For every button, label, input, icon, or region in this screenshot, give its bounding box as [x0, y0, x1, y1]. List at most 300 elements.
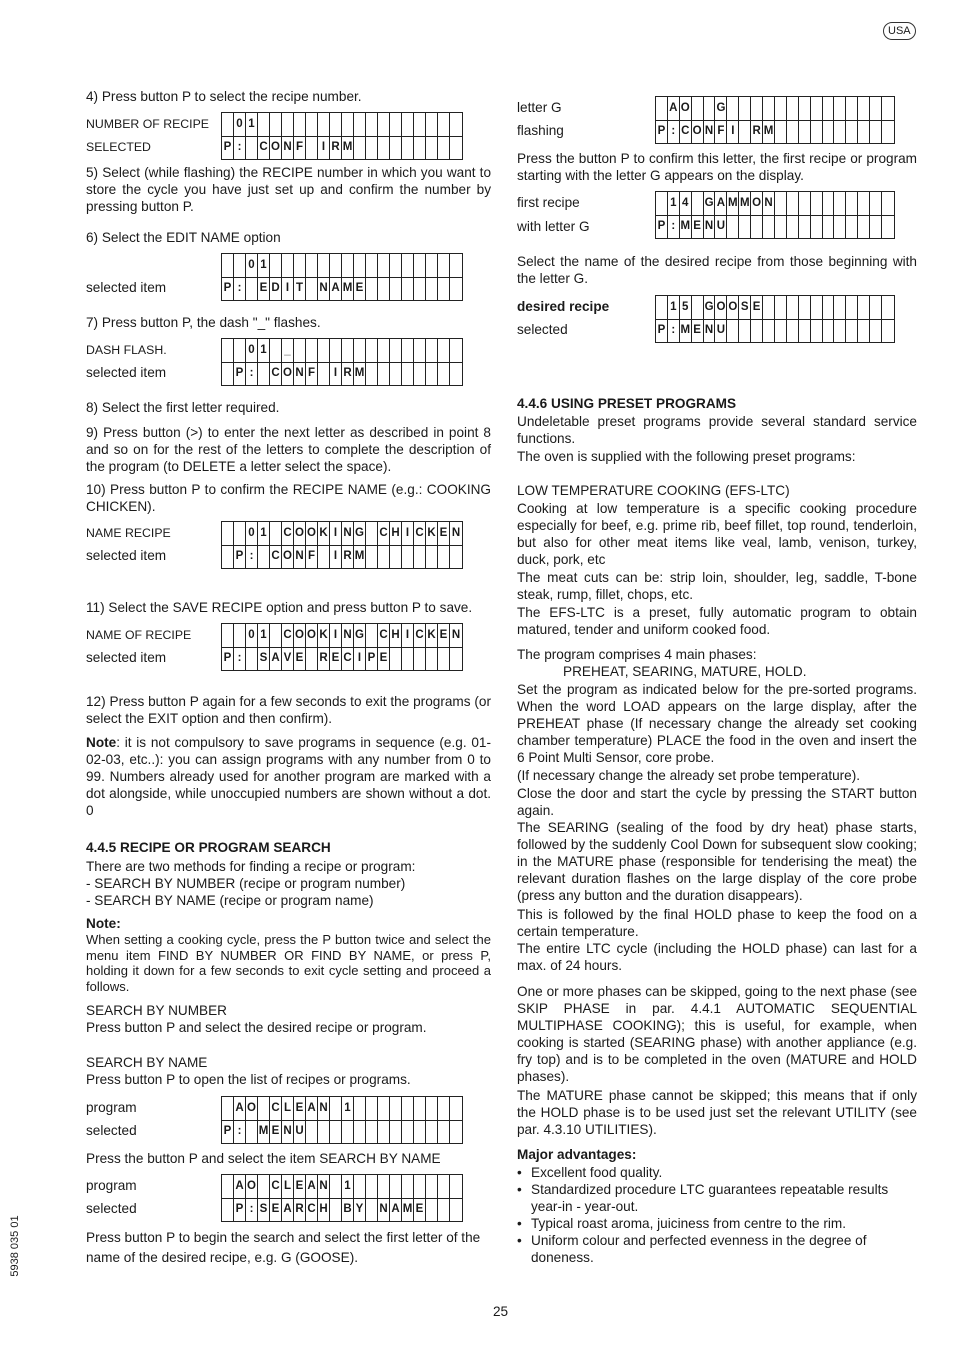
ltc-paragraph-7: Close the door and start the cycle by pressing the START button again.	[517, 786, 917, 818]
lcd-cell: A	[668, 97, 680, 120]
search-intro: There are two methods for finding a recipe or program:	[86, 859, 416, 874]
lcd-cell	[775, 192, 787, 215]
lcd-cell	[426, 1120, 438, 1143]
lcd-cell: P	[234, 1198, 246, 1221]
lcd-cell: C	[270, 362, 282, 385]
lcd-cell: M	[402, 1198, 414, 1221]
lcd-cell	[234, 339, 246, 362]
lcd-cell: R	[330, 136, 342, 159]
lcd-cell	[402, 277, 414, 300]
lcd-row-2	[656, 319, 894, 342]
lcd-cell	[222, 522, 234, 545]
lcd-cell	[870, 215, 882, 238]
lcd-cell: C	[342, 647, 354, 670]
lcd-display-save-recipe	[221, 623, 463, 671]
lcd-cell	[751, 215, 763, 238]
lcd-cell	[246, 277, 258, 300]
lcd-cell	[835, 120, 847, 143]
advantage-item: • Standardized procedure LTC guarantees repeatable results year-in - year-out.	[517, 1181, 917, 1215]
lcd-cell	[858, 192, 870, 215]
lcd-cell: N	[318, 1175, 330, 1198]
lcd-cell: C	[282, 522, 294, 545]
lcd-cell	[811, 192, 823, 215]
lcd-cell	[846, 319, 858, 342]
lcd1-label-1: NUMBER OF RECIPE	[86, 117, 209, 131]
lcd-cell	[450, 647, 462, 670]
lcd-cell	[306, 113, 318, 136]
lcd-cell	[342, 254, 354, 277]
lcd-cell: I	[354, 647, 366, 670]
lcd-cell	[414, 277, 426, 300]
note2-label: Note:	[86, 916, 121, 931]
lcd5-label-2: selected item	[86, 650, 167, 665]
lcd-cell	[858, 296, 870, 319]
lcd-cell	[258, 113, 270, 136]
lcd-cell	[246, 1120, 258, 1143]
lcd-cell	[306, 136, 318, 159]
lcd-cell	[390, 362, 402, 385]
lcd-cell	[775, 97, 787, 120]
lcd-cell	[438, 1097, 450, 1120]
lcd-cell	[799, 97, 811, 120]
lcd-cell	[656, 296, 668, 319]
lcd-cell	[222, 1175, 234, 1198]
lcd-cell: P	[656, 120, 668, 143]
lcd-cell	[438, 1120, 450, 1143]
confirm-letter-text: Press the button P to confirm this letter, the first recipe or program starting with the letter G appears on the display.	[517, 151, 917, 183]
lcd-cell	[426, 647, 438, 670]
lcd-cell	[426, 254, 438, 277]
lcd-cell	[450, 277, 462, 300]
lcd-cell	[870, 97, 882, 120]
section-heading-445: 4.4.5 RECIPE OR PROGRAM SEARCH	[86, 840, 331, 855]
lcd-cell	[775, 215, 787, 238]
step-10: 10) Press button P to confirm the RECIPE NAME (e.g.: COOKING CHICKEN).	[86, 482, 491, 514]
lcd-cell: 0	[246, 624, 258, 647]
lcd-cell: R	[318, 647, 330, 670]
advantages-title: Major advantages:	[517, 1147, 637, 1162]
lcd-cell: P	[656, 319, 668, 342]
lcd-cell	[414, 647, 426, 670]
lcd-cell	[811, 215, 823, 238]
lcd-cell: N	[378, 1198, 390, 1221]
note-paragraph	[86, 734, 491, 819]
lcd-cell: O	[306, 522, 318, 545]
lcd-row-1	[222, 339, 462, 362]
lcd-cell: B	[342, 1198, 354, 1221]
lcd-cell: F	[294, 136, 306, 159]
lcd-cell	[835, 192, 847, 215]
lcd-cell	[354, 1097, 366, 1120]
lcd-cell: R	[342, 362, 354, 385]
lcd-cell	[354, 254, 366, 277]
lcd-cell	[378, 254, 390, 277]
lcd-cell: N	[294, 362, 306, 385]
ltc-paragraph-4: The program comprises 4 main phases:	[517, 647, 757, 662]
lcd-cell	[402, 113, 414, 136]
lcd-cell	[378, 136, 390, 159]
lcd-row-1	[656, 192, 894, 215]
lcd-cell	[234, 254, 246, 277]
lcd-cell: L	[282, 1097, 294, 1120]
lcd-cell: M	[354, 545, 366, 568]
lcd-cell	[306, 1120, 318, 1143]
lcd-cell	[294, 113, 306, 136]
lcd-cell: N	[282, 1120, 294, 1143]
lcd-cell	[294, 254, 306, 277]
lcd-cell	[390, 1175, 402, 1198]
lcd-row-2	[222, 1120, 462, 1143]
lcd-cell: P	[234, 362, 246, 385]
lcd-cell	[414, 113, 426, 136]
lcd-cell: :	[246, 1198, 258, 1221]
lcd-display-search-by-name	[221, 1174, 463, 1222]
advantage-item: • Uniform colour and perfected evenness in the degree of doneness.	[517, 1232, 917, 1266]
lcd-cell: K	[318, 522, 330, 545]
lcd-cell: N	[318, 1097, 330, 1120]
lcd-cell: K	[426, 624, 438, 647]
lcd-cell: 1	[258, 254, 270, 277]
lcd-cell	[402, 339, 414, 362]
note-label: Note	[86, 735, 117, 750]
lcd-cell: P	[222, 136, 234, 159]
lcd-cell	[692, 296, 704, 319]
lcd-cell: I	[402, 522, 414, 545]
lcd-cell: O	[282, 545, 294, 568]
select-desired-text: Select the name of the desired recipe from those beginning with the letter G.	[517, 254, 917, 286]
lcd-cell	[222, 362, 234, 385]
lcd-cell	[222, 624, 234, 647]
lcd-cell	[799, 120, 811, 143]
preset-intro: Undeletable preset programs provide several standard service functions.	[517, 414, 917, 446]
lcd-cell	[835, 296, 847, 319]
lcd-cell	[378, 339, 390, 362]
lcd-cell	[846, 215, 858, 238]
ltc-paragraph-11: One or more phases can be skipped, going to the next phase (see SKIP PHASE in par. 4.4.1 AUTOMATIC SEQUENTIAL MULTIPHASE COOKING); this is useful, for example, when cooking is started (SEARING phase) with another appliance (e.g. fry top) and is to be completed in the oven (MATURE and HOLD phases).	[517, 984, 917, 1084]
lcd-cell	[390, 113, 402, 136]
lcd-cell	[366, 254, 378, 277]
lcd-cell	[366, 522, 378, 545]
lcd-cell: C	[378, 624, 390, 647]
lcd-cell	[450, 362, 462, 385]
lcd-cell	[330, 254, 342, 277]
lcd-cell	[282, 113, 294, 136]
lcd-cell	[727, 215, 739, 238]
lcd-cell	[342, 339, 354, 362]
lcd-cell	[787, 192, 799, 215]
lcd-cell: E	[414, 1198, 426, 1221]
lcd-cell	[354, 136, 366, 159]
lcd-cell	[390, 1120, 402, 1143]
lcd-cell	[366, 339, 378, 362]
lcd-cell: N	[704, 215, 716, 238]
lcd-cell	[306, 339, 318, 362]
lcd-cell	[330, 1120, 342, 1143]
lcd-cell: N	[282, 136, 294, 159]
lcd4-label-2: selected item	[86, 548, 167, 563]
step-6: 6) Select the EDIT NAME option	[86, 230, 281, 245]
lcd-cell: I	[318, 136, 330, 159]
lcd-cell	[414, 362, 426, 385]
lcd-cell	[882, 215, 894, 238]
lcd-cell	[739, 120, 751, 143]
lcd-cell: T	[294, 277, 306, 300]
lcd-cell: A	[234, 1175, 246, 1198]
lcd-cell: I	[282, 277, 294, 300]
lcd-cell	[222, 1097, 234, 1120]
lcd-cell	[390, 545, 402, 568]
lcd-cell: N	[704, 120, 716, 143]
lcd-cell: A	[390, 1198, 402, 1221]
select-search-by-name: Press the button P and select the item SEARCH BY NAME	[86, 1151, 441, 1166]
lcd-cell: 1	[668, 192, 680, 215]
lcd-cell	[858, 319, 870, 342]
lcd-cell: :	[234, 647, 246, 670]
advantages-list	[517, 1164, 917, 1266]
document-code: 5938 035 01	[9, 1215, 21, 1277]
lcd-cell	[799, 215, 811, 238]
search-by-name-title: SEARCH BY NAME	[86, 1055, 208, 1070]
lcd-cell	[402, 1175, 414, 1198]
lcd-cell	[811, 296, 823, 319]
lcd-cell: 1	[342, 1097, 354, 1120]
lcd10-label-1: desired recipe	[517, 299, 610, 314]
lcd-cell	[306, 647, 318, 670]
lcd-cell: C	[258, 136, 270, 159]
lcd-cell: H	[390, 624, 402, 647]
advantage-item: • Excellent food quality.	[517, 1164, 917, 1181]
lcd-cell	[799, 192, 811, 215]
lcd-cell	[378, 362, 390, 385]
lcd-cell	[426, 362, 438, 385]
lcd-cell	[222, 254, 234, 277]
lcd-cell	[823, 120, 835, 143]
lcd-cell: I	[330, 624, 342, 647]
lcd-row-2	[222, 277, 462, 300]
lcd-cell: S	[258, 647, 270, 670]
lcd-cell: O	[680, 97, 692, 120]
lcd-cell: 0	[234, 113, 246, 136]
lcd-cell	[751, 319, 763, 342]
lcd-cell	[787, 97, 799, 120]
lcd-cell	[402, 1120, 414, 1143]
ltc-paragraph-10: The entire LTC cycle (including the HOLD phase) can last for a max. of 24 hours.	[517, 941, 917, 973]
step-4: 4) Press button P to select the recipe number.	[86, 89, 362, 104]
lcd-cell: G	[704, 192, 716, 215]
lcd-cell: A	[234, 1097, 246, 1120]
lcd-cell: :	[234, 136, 246, 159]
lcd-cell: 1	[258, 522, 270, 545]
lcd-cell	[414, 1175, 426, 1198]
lcd-cell	[306, 254, 318, 277]
lcd-display-dash-flash	[221, 338, 463, 386]
lcd-cell	[438, 113, 450, 136]
lcd-cell	[378, 277, 390, 300]
lcd-cell: M	[727, 192, 739, 215]
lcd-cell	[354, 1175, 366, 1198]
ltc-phases: PREHEAT, SEARING, MATURE, HOLD.	[563, 664, 807, 679]
lcd-cell	[450, 136, 462, 159]
lcd-cell	[354, 113, 366, 136]
step-12: 12) Press button P again for a few seconds to exit the programs (or select the EXIT option and then confirm).	[86, 694, 491, 726]
lcd-cell	[366, 277, 378, 300]
lcd-cell	[246, 136, 258, 159]
lcd-cell: E	[330, 647, 342, 670]
lcd-cell: N	[451, 629, 461, 641]
step-7: 7) Press button P, the dash "_" flashes.	[86, 315, 321, 330]
advantage-item: • Typical roast aroma, juiciness from centre to the rim.	[517, 1215, 917, 1232]
lcd-cell	[414, 339, 426, 362]
lcd-cell	[366, 624, 378, 647]
lcd-cell: N	[763, 192, 775, 215]
lcd-cell	[858, 215, 870, 238]
lcd-cell	[823, 215, 835, 238]
lcd-cell: F	[716, 120, 728, 143]
ltc-paragraph-2: The meat cuts can be: strip loin, shoulder, leg, saddle, T-bone steak, rump, fillet, chops, etc.	[517, 570, 917, 602]
lcd-cell: Y	[354, 1198, 366, 1221]
preset-supplied: The oven is supplied with the following preset programs:	[517, 449, 856, 464]
lcd-cell: 1	[246, 113, 258, 136]
lcd-cell: M	[354, 362, 366, 385]
lcd-row-2	[656, 215, 894, 238]
lcd-cell: N	[318, 277, 330, 300]
lcd-cell	[799, 296, 811, 319]
lcd-cell	[366, 1198, 378, 1221]
lcd9-label-2: with letter G	[517, 219, 590, 234]
lcd-cell	[835, 97, 847, 120]
lcd-cell	[739, 215, 751, 238]
lcd-cell	[270, 339, 282, 362]
lcd-cell	[858, 120, 870, 143]
lcd-cell	[390, 1097, 402, 1120]
lcd-cell	[318, 1120, 330, 1143]
lcd-cell	[414, 136, 426, 159]
lcd-display-program-menu	[221, 1096, 463, 1144]
lcd10-label-2: selected	[517, 322, 568, 337]
lcd-cell	[692, 97, 704, 120]
lcd-cell: A	[716, 192, 728, 215]
lcd-cell: P	[656, 215, 668, 238]
lcd-cell: E	[354, 277, 366, 300]
lcd-cell	[727, 319, 739, 342]
lcd-cell: :	[246, 545, 258, 568]
lcd-cell: I	[330, 362, 342, 385]
region-badge: USA	[883, 22, 916, 40]
lcd-cell	[354, 1120, 366, 1143]
lcd-cell: 0	[246, 522, 258, 545]
lcd-cell	[366, 1120, 378, 1143]
lcd-cell	[811, 120, 823, 143]
lcd-cell	[414, 1120, 426, 1143]
lcd-cell	[835, 215, 847, 238]
lcd-cell: O	[692, 120, 704, 143]
lcd-cell	[366, 113, 378, 136]
lcd-cell: F	[306, 362, 318, 385]
lcd-cell: I	[330, 545, 342, 568]
lcd-cell	[438, 277, 450, 300]
search-by-name-text: Press button P to open the list of recipes or programs.	[86, 1072, 411, 1087]
lcd-cell	[438, 339, 450, 362]
lcd-cell	[727, 97, 739, 120]
lcd9-label-1: first recipe	[517, 195, 580, 210]
lcd-cell	[270, 254, 282, 277]
lcd8-label-2: flashing	[517, 123, 564, 138]
lcd-cell	[858, 97, 870, 120]
lcd-cell: C	[282, 624, 294, 647]
lcd-cell	[823, 296, 835, 319]
lcd-cell: N	[294, 545, 306, 568]
lcd-cell: O	[282, 362, 294, 385]
lcd-cell: S	[258, 1198, 270, 1221]
lcd-cell: :	[234, 1120, 246, 1143]
lcd-cell	[870, 192, 882, 215]
lcd-cell	[426, 1198, 438, 1221]
lcd-cell: N	[704, 319, 716, 342]
ltc-paragraph-12: The MATURE phase cannot be skipped; this means that if only the HOLD phase is to be used just set the relevant UTILITY (see par. 4.3.10 UTILITIES).	[517, 1088, 917, 1137]
lcd-cell: 1	[258, 624, 270, 647]
lcd-row-1	[222, 1175, 462, 1198]
lcd-cell: A	[306, 1097, 318, 1120]
lcd-cell	[402, 254, 414, 277]
lcd-cell	[270, 522, 282, 545]
lcd-cell	[222, 339, 234, 362]
lcd-cell: M	[258, 1120, 270, 1143]
lcd-cell	[258, 1175, 270, 1198]
lcd-cell	[811, 97, 823, 120]
lcd-cell	[222, 113, 234, 136]
search-method-number: - SEARCH BY NUMBER (recipe or program number)	[86, 876, 406, 891]
lcd-cell	[775, 319, 787, 342]
lcd-cell: E	[294, 1175, 306, 1198]
lcd-cell	[390, 277, 402, 300]
lcd-cell	[739, 319, 751, 342]
lcd-cell	[438, 1198, 450, 1221]
lcd-cell	[438, 362, 450, 385]
lcd-cell: O	[751, 192, 763, 215]
lcd-cell	[366, 545, 378, 568]
lcd-cell: K	[426, 522, 438, 545]
lcd-cell	[378, 545, 390, 568]
lcd-cell: C	[414, 624, 426, 647]
lcd-cell	[330, 339, 342, 362]
search-method-name: - SEARCH BY NAME (recipe or program name)	[86, 893, 374, 908]
lcd-cell: K	[318, 624, 330, 647]
lcd-cell	[656, 192, 668, 215]
ltc-paragraph-5: Set the program as indicated below for the pre-sorted programs. When the word LOAD appears on the large display, after the PREHEAT phase (If necessary change the already set cooking chamber temperature) PLACE the food in the oven and insert the 6 Point Multi Sensor, core probe.	[517, 682, 917, 765]
lcd-cell: E	[258, 277, 270, 300]
lcd-cell: O	[727, 296, 739, 319]
lcd-cell: R	[751, 120, 763, 143]
lcd-cell	[787, 120, 799, 143]
lcd-row-2	[222, 647, 462, 670]
lcd-cell: A	[306, 1175, 318, 1198]
lcd-cell	[751, 97, 763, 120]
lcd-cell	[438, 1175, 450, 1198]
lcd-cell: U	[294, 1120, 306, 1143]
lcd-cell	[704, 97, 716, 120]
lcd-cell	[402, 1097, 414, 1120]
lcd-cell: C	[270, 545, 282, 568]
lcd-cell	[775, 120, 787, 143]
lcd-row-1	[222, 113, 462, 136]
lcd-cell: 0	[246, 339, 258, 362]
lcd-cell: I	[402, 624, 414, 647]
lcd-cell: U	[716, 215, 728, 238]
step-9: 9) Press button (>) to enter the next letter as described in point 8 and so on for the rest of the letters to complete the description of the program (to DELETE a letter select the space).	[86, 425, 491, 474]
lcd-cell: P	[366, 647, 378, 670]
lcd-cell: N	[342, 624, 354, 647]
lcd-cell	[366, 136, 378, 159]
